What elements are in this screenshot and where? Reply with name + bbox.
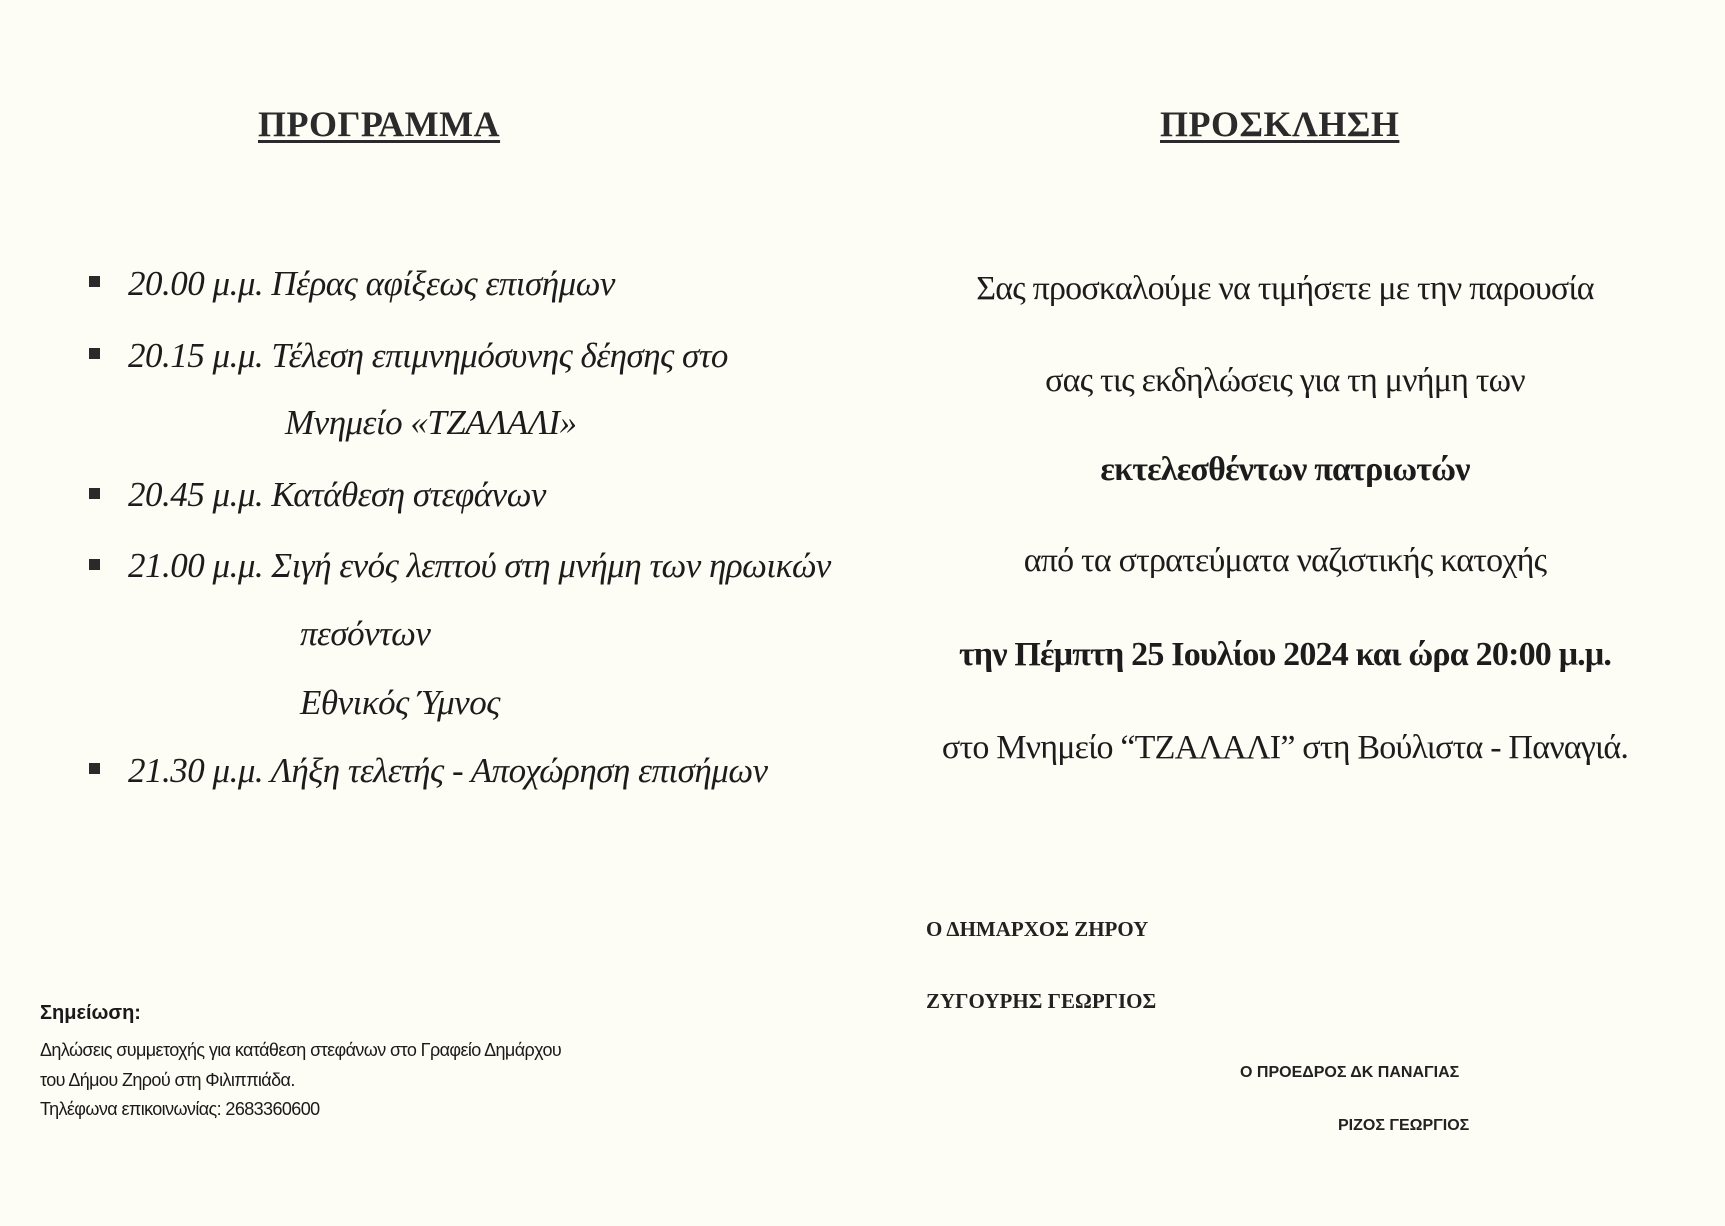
program-item: 20.00 μ.μ. Πέρας αφίξεως επισήμων [128, 264, 615, 303]
program-item: 20.45 μ.μ. Κατάθεση στεφάνων [128, 475, 546, 514]
note-line: Τηλέφωνα επικοινωνίας: 2683360600 [40, 1099, 320, 1119]
program-item: 20.15 μ.μ. Τέλεση επιμνημόσυνης δέησης στο [128, 336, 728, 375]
program-item: 21.00 μ.μ. Σιγή ενός λεπτού στη μνήμη των ηρωικών [128, 546, 831, 585]
mayor-name: ΖΥΓΟΥΡΗΣ ΓΕΩΡΓΙΟΣ [926, 989, 1157, 1013]
program-item: 21.30 μ.μ. Λήξη τελετής - Αποχώρηση επισήμων [128, 751, 768, 790]
invitation-line: σας τις εκδηλώσεις για τη μνήμη των [1045, 362, 1525, 399]
bullet-icon [89, 276, 100, 287]
president-name: ΡΙΖΟΣ ΓΕΩΡΓΙΟΣ [1338, 1117, 1470, 1134]
invitation-line: από τα στρατεύματα ναζιστικής κατοχής [1023, 542, 1547, 579]
program-item: Εθνικός Ύμνος [300, 683, 500, 722]
president-title: Ο ΠΡΟΕΔΡΟΣ ΔΚ ΠΑΝΑΓΙΑΣ [1240, 1064, 1460, 1081]
program-item: Μνημείο «ΤΖΑΛΑΛΙ» [285, 403, 577, 442]
invitation-line: στο Μνημείο “ΤΖΑΛΑΛΙ” στη Βούλιστα - Παναγιά. [941, 729, 1629, 766]
invitation-heading: ΠΡΟΣΚΛΗΣΗ [1160, 104, 1400, 144]
mayor-title: Ο ΔΗΜΑΡΧΟΣ ΖΗΡΟΥ [926, 917, 1149, 941]
program-heading: ΠΡΟΓΡΑΜΜΑ [258, 104, 501, 144]
bullet-icon [89, 488, 100, 499]
bullet-icon [89, 348, 100, 359]
invitation-line: την Πέμπτη 25 Ιουλίου 2024 και ώρα 20:00 μ.μ. [958, 636, 1612, 673]
bullet-icon [89, 559, 100, 570]
note-line: του Δήμου Ζηρού στη Φιλιππιάδα. [40, 1070, 295, 1090]
note-title: Σημείωση: [40, 1002, 141, 1024]
invitation-line: εκτελεσθέντων πατριωτών [1100, 451, 1470, 488]
program-item: πεσόντων [300, 614, 431, 653]
invitation-line: Σας προσκαλούμε να τιμήσετε με την παρουσία [976, 270, 1594, 307]
note-line: Δηλώσεις συμμετοχής για κατάθεση στεφάνων στο Γραφείο Δημάρχου [40, 1040, 562, 1060]
bullet-icon [89, 763, 100, 774]
